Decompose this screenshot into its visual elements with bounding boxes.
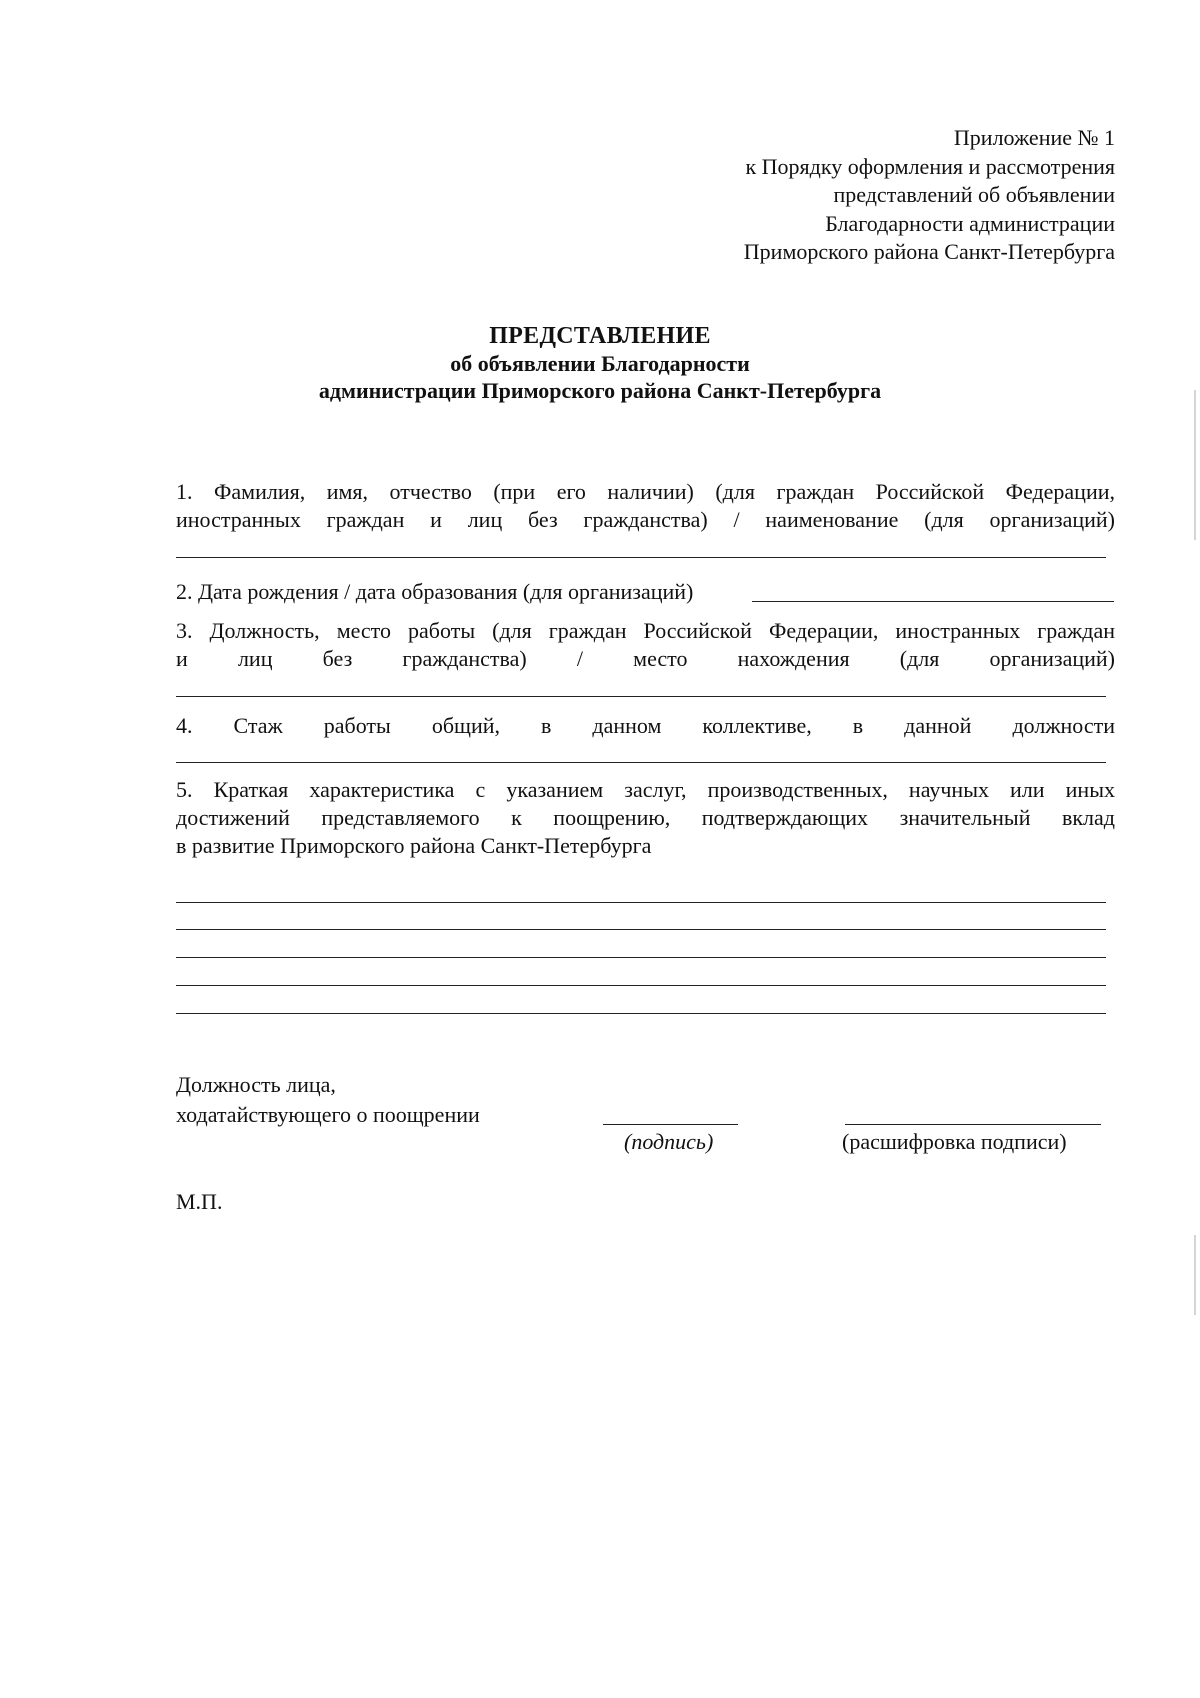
signature-caption: (подпись) xyxy=(624,1129,714,1154)
item-4-label xyxy=(176,712,1115,740)
item-1-fill-line[interactable] xyxy=(176,557,1106,558)
appendix-line-4: Благодарности администрации xyxy=(825,210,1115,236)
item-4-fill-line[interactable] xyxy=(176,762,1106,763)
appendix-line-2: к Порядку оформления и рассмотрения xyxy=(745,153,1115,179)
item-5-line-3: в развитие Приморского района Санкт-Петербурга xyxy=(176,833,652,858)
item-5-fill-line-1[interactable] xyxy=(176,902,1106,903)
scan-edge-mark-1 xyxy=(1194,390,1196,540)
item-5-fill-line-2[interactable] xyxy=(176,929,1106,930)
signature-decoding-caption: (расшифровка подписи) xyxy=(842,1129,1067,1154)
signature-line[interactable] xyxy=(603,1124,738,1125)
item-1-line-2: иностранных граждан и лиц без гражданства) / наименование (для организаций) xyxy=(176,507,1115,532)
item-3-fill-line[interactable] xyxy=(176,696,1106,697)
item-5-label xyxy=(176,776,1115,860)
signatory-position-label xyxy=(176,1070,480,1130)
signatory-position-line-1: Должность лица, xyxy=(176,1072,336,1097)
item-5-line-1: 5. Краткая характеристика с указанием заслуг, производственных, научных или иных xyxy=(176,777,1115,802)
item-5-fill-line-4[interactable] xyxy=(176,985,1106,986)
item-5-line-2: достижений представляемого к поощрению, подтверждающих значительный вклад xyxy=(176,805,1115,830)
scan-edge-mark-2 xyxy=(1194,1235,1196,1315)
item-4-line-1: 4. Стаж работы общий, в данном коллективе, в данной должности xyxy=(176,713,1115,738)
appendix-line-5: Приморского района Санкт-Петербурга xyxy=(743,239,1115,264)
signatory-position-line-2: ходатайствующего о поощрении xyxy=(176,1102,480,1127)
item-1-line-1: 1. Фамилия, имя, отчество (при его наличии) (для граждан Российской Федерации, xyxy=(176,479,1115,504)
item-3-line-2: и лиц без гражданства) / место нахождения (для организаций) xyxy=(176,646,1115,671)
item-5-fill-line-3[interactable] xyxy=(176,957,1106,958)
stamp-label: М.П. xyxy=(176,1189,223,1214)
document-title xyxy=(0,323,1200,404)
title-subtitle-2: администрации Приморского района Санкт-Петербурга xyxy=(318,378,882,403)
item-5-fill-line-5[interactable] xyxy=(176,1013,1106,1014)
item-1-label xyxy=(176,478,1115,534)
appendix-header xyxy=(744,124,1115,267)
item-2-fill-line[interactable] xyxy=(752,601,1114,602)
title-main: ПРЕДСТАВЛЕНИЕ xyxy=(489,323,711,349)
item-3-label xyxy=(176,617,1115,673)
appendix-line-1: Приложение № 1 xyxy=(953,125,1115,150)
item-3-line-1: 3. Должность, место работы (для граждан Российской Федерации, иностранных граждан xyxy=(176,618,1115,643)
appendix-line-3: представлений об объявлении xyxy=(833,182,1115,207)
item-2-label: 2. Дата рождения / дата образования (для организаций) xyxy=(176,579,694,604)
title-subtitle-1: об объявлении Благодарности xyxy=(450,351,750,376)
signature-decoding-line[interactable] xyxy=(845,1124,1101,1125)
